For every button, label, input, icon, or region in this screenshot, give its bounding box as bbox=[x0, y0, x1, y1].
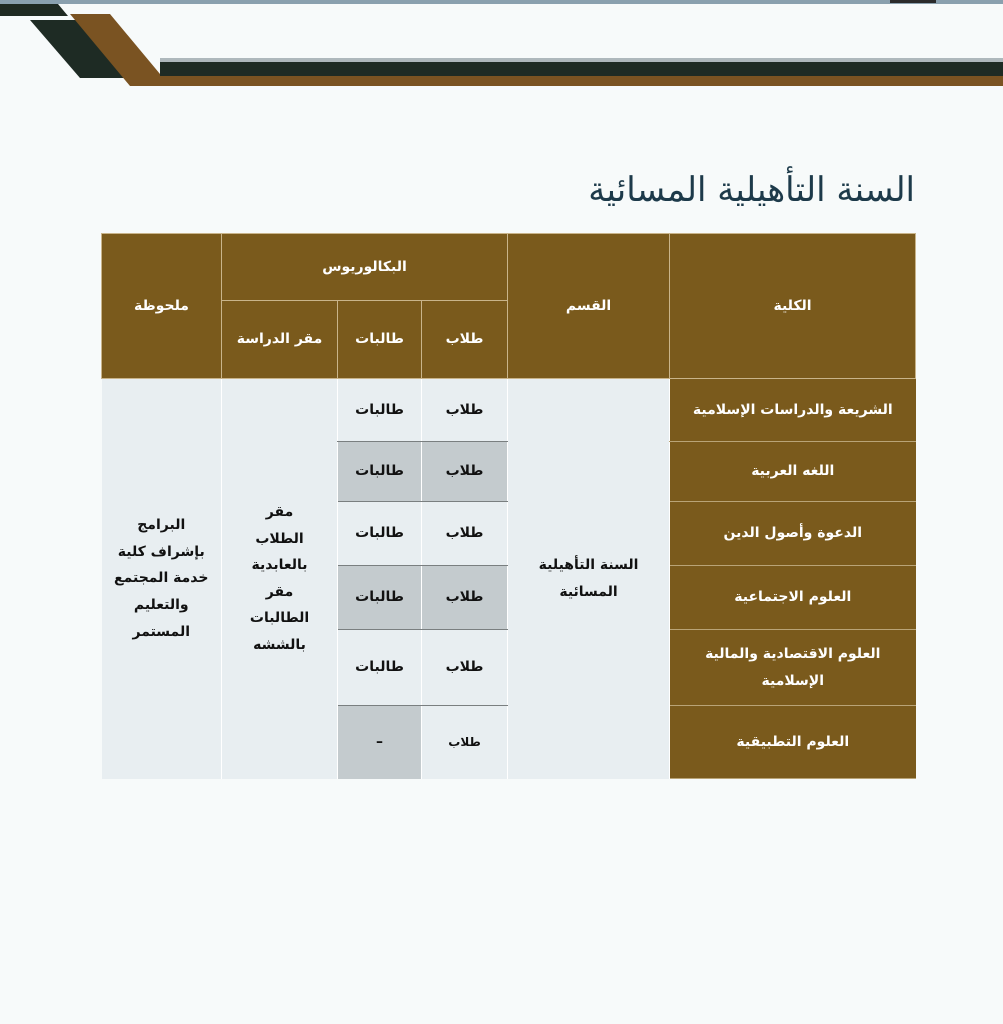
college-name: العلوم التطبيقية bbox=[670, 706, 916, 779]
male-cell: طلاب bbox=[422, 706, 508, 779]
female-cell: طالبات bbox=[338, 566, 422, 630]
note-cell: البرامج بإشراف كلية خدمة المجتمع والتعليم المستمر bbox=[102, 379, 222, 779]
location-cell: مقر الطلاب بالعابدية مقر الطالبات بالششه bbox=[222, 379, 338, 779]
header-students-male: طلاب bbox=[422, 301, 508, 379]
colleges-table bbox=[101, 233, 916, 779]
college-name: اللغه العربية bbox=[670, 442, 916, 502]
header-banner bbox=[0, 0, 1003, 90]
page-title: السنة التأهيلية المسائية bbox=[588, 170, 915, 210]
college-name: الدعوة وأصول الدين bbox=[670, 502, 916, 566]
college-name: الشريعة والدراسات الإسلامية bbox=[670, 379, 916, 442]
header-department: القسم bbox=[508, 234, 670, 379]
female-cell: – bbox=[338, 706, 422, 779]
college-name: العلوم الاقتصادية والمالية الإسلامية bbox=[670, 630, 916, 706]
table-row bbox=[102, 379, 916, 442]
male-cell: طلاب bbox=[422, 630, 508, 706]
female-cell: طالبات bbox=[338, 379, 422, 442]
male-cell: طلاب bbox=[422, 379, 508, 442]
header-study-location: مقر الدراسة bbox=[222, 301, 338, 379]
header-students-female: طالبات bbox=[338, 301, 422, 379]
male-cell: طلاب bbox=[422, 566, 508, 630]
college-name: العلوم الاجتماعية bbox=[670, 566, 916, 630]
female-cell: طالبات bbox=[338, 502, 422, 566]
header-bachelor: البكالوريوس bbox=[222, 234, 508, 301]
male-cell: طلاب bbox=[422, 502, 508, 566]
header-note: ملحوظة bbox=[102, 234, 222, 379]
department-cell: السنة التأهيلية المسائية bbox=[508, 379, 670, 779]
male-cell: طلاب bbox=[422, 442, 508, 502]
female-cell: طالبات bbox=[338, 630, 422, 706]
female-cell: طالبات bbox=[338, 442, 422, 502]
header-college: الكلية bbox=[670, 234, 916, 379]
